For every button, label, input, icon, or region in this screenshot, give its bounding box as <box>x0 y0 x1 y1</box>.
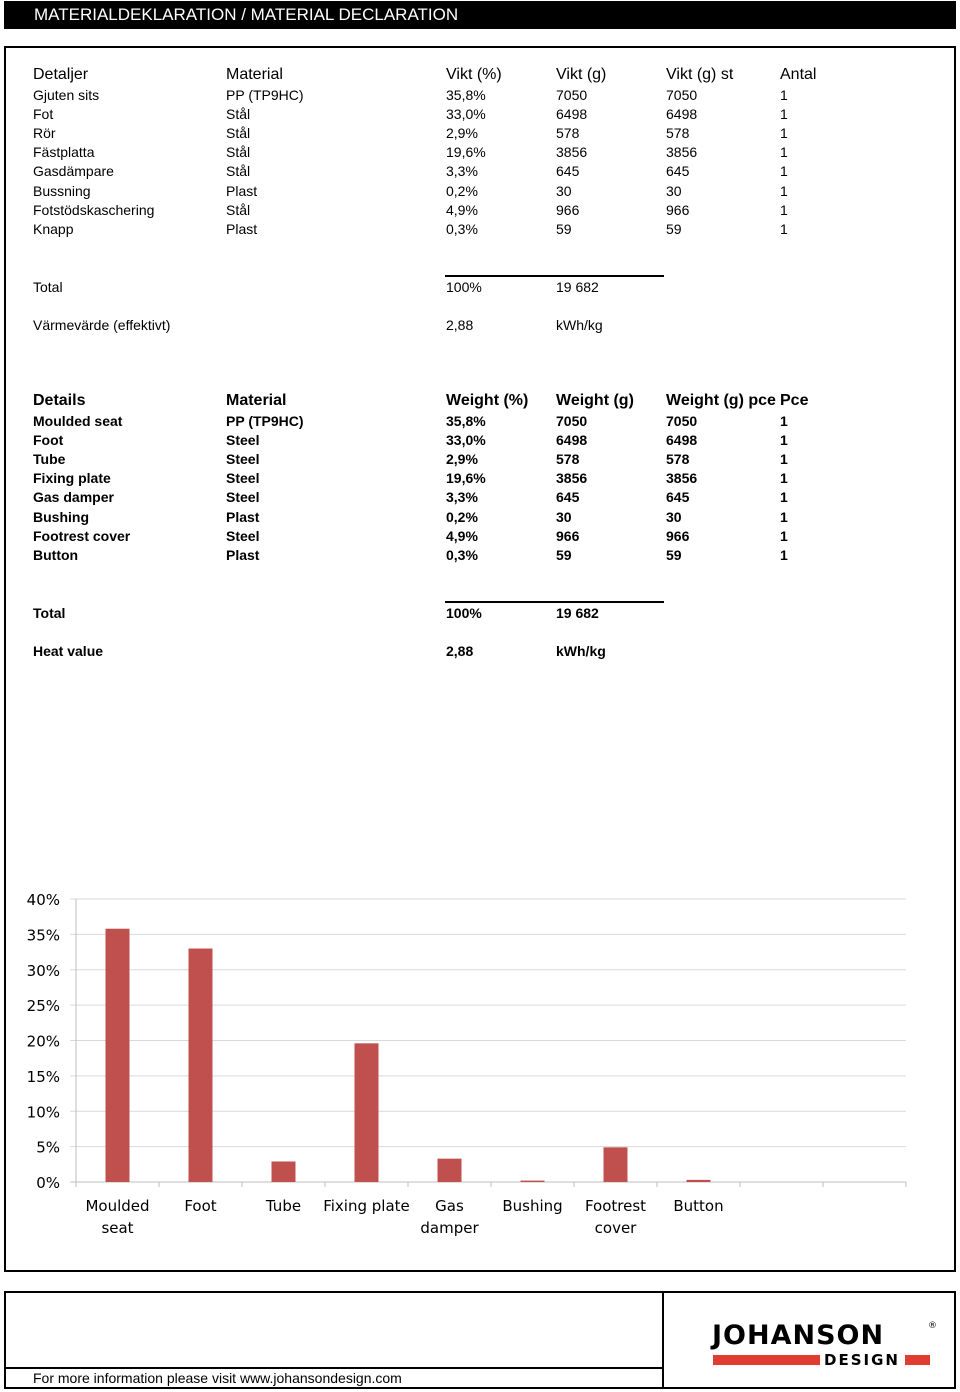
swedish-table-cell: 30 <box>666 182 682 199</box>
english-table-cell: 1 <box>780 432 788 449</box>
chart-y-tick-label: 40% <box>26 891 60 909</box>
chart-y-tick-label: 5% <box>36 1138 60 1157</box>
english-table-cell: Fixing plate <box>33 470 111 487</box>
brand-logo-design: DESIGN <box>824 1351 900 1369</box>
swedish-table-cell: Stål <box>226 163 251 180</box>
english-total-weight: 19 682 <box>556 605 599 621</box>
chart-y-tick-label: 25% <box>26 997 60 1016</box>
chart-y-tick-label: 10% <box>26 1103 60 1122</box>
english-heat-value: 2,88 <box>446 643 474 659</box>
english-table-cell: 1 <box>780 413 788 429</box>
english-table-cell: Steel <box>226 489 260 506</box>
swedish-table-cell: 6498 <box>666 106 698 123</box>
swedish-table-cell: 6498 <box>556 106 588 123</box>
chart-y-tick-label: 30% <box>26 961 60 980</box>
english-table-cell: 645 <box>666 489 690 506</box>
swedish-table-cell: Plast <box>226 182 258 199</box>
chart-bar <box>272 1161 296 1182</box>
chart-y-tick-label: 20% <box>26 1032 60 1051</box>
chart-bar <box>438 1159 462 1182</box>
english-table-cell: 1 <box>780 470 788 487</box>
english-heat-unit: kWh/kg <box>556 643 606 659</box>
english-table-cell: 1 <box>780 508 788 525</box>
english-table-cell: Steel <box>226 451 260 468</box>
chart-x-tick-label: Button <box>673 1197 724 1215</box>
swedish-table-cell: 1 <box>780 144 788 161</box>
chart-x-tick-label: damper <box>420 1219 479 1237</box>
swedish-column-header: Antal <box>780 66 817 83</box>
english-column-header: Material <box>226 392 287 409</box>
swedish-table-cell: 33,0% <box>446 106 486 123</box>
swedish-table-cell: Stål <box>226 201 251 218</box>
swedish-table-cell: Stål <box>226 125 251 142</box>
english-table-cell: Tube <box>33 451 66 468</box>
swedish-column-header: Vikt (g) st <box>666 66 734 83</box>
chart-y-tick-label: 0% <box>36 1174 60 1192</box>
swedish-table-cell: Stål <box>226 144 251 161</box>
chart-bar <box>604 1147 628 1182</box>
swedish-table-cell: 966 <box>556 201 580 218</box>
footer-info-text: For more information please visit www.johansondesign.com <box>33 1370 402 1386</box>
swedish-column-header: Detaljer <box>33 66 89 83</box>
english-table-cell: 966 <box>556 527 580 544</box>
chart-x-tick-label: Foot <box>184 1197 217 1215</box>
english-table-cell: 30 <box>556 508 572 525</box>
swedish-table-cell: Bussning <box>33 182 91 199</box>
chart-bar <box>355 1043 379 1182</box>
swedish-table-cell: Gasdämpare <box>33 163 114 180</box>
swedish-table-cell: 0,3% <box>446 220 478 237</box>
english-table-cell: 3,3% <box>446 489 478 506</box>
english-table-cell: 30 <box>666 508 682 525</box>
english-table-cell: 3856 <box>666 470 698 487</box>
english-table-cell: 645 <box>556 489 580 506</box>
swedish-table-cell: 645 <box>556 163 580 180</box>
english-column-header: Weight (g) <box>556 392 634 409</box>
english-table-cell: 1 <box>780 489 788 506</box>
swedish-table-cell: 4,9% <box>446 201 478 218</box>
swedish-table-cell: 1 <box>780 182 788 199</box>
swedish-column-header: Material <box>226 66 283 83</box>
chart-bar <box>106 929 130 1182</box>
swedish-total-label: Total <box>33 279 63 295</box>
english-table-cell: Steel <box>226 470 260 487</box>
english-table-cell: 4,9% <box>446 527 478 544</box>
english-table-cell: Gas damper <box>33 489 114 506</box>
english-table-cell: 6498 <box>666 432 698 449</box>
english-table-cell: Plast <box>226 546 260 563</box>
english-total-label: Total <box>33 605 66 621</box>
english-table-cell: 6498 <box>556 432 588 449</box>
english-column-header: Details <box>33 392 86 409</box>
swedish-total-weight: 19 682 <box>556 279 599 295</box>
swedish-table-cell: 578 <box>556 125 580 142</box>
english-table-cell: Plast <box>226 508 260 525</box>
english-table-cell: 19,6% <box>446 470 486 487</box>
english-total-percent: 100% <box>446 605 482 621</box>
brand-logo-bar-right <box>905 1355 930 1365</box>
swedish-total-percent: 100% <box>446 279 482 295</box>
swedish-table-cell: 1 <box>780 220 788 237</box>
chart-bar <box>521 1181 545 1182</box>
swedish-table-cell: 1 <box>780 201 788 218</box>
swedish-table-cell: 7050 <box>666 87 698 103</box>
english-table-cell: 0,3% <box>446 546 478 563</box>
swedish-heat-unit: kWh/kg <box>556 317 603 333</box>
chart-x-tick-label: Bushing <box>502 1197 563 1215</box>
swedish-table-cell: Gjuten sits <box>33 87 100 103</box>
swedish-table-cell: Fot <box>33 106 54 123</box>
swedish-table-cell: Plast <box>226 220 258 237</box>
english-table-cell: 1 <box>780 546 788 563</box>
swedish-table-cell: 3856 <box>556 144 588 161</box>
chart-x-tick-label: Gas <box>435 1197 464 1215</box>
english-table-cell: 1 <box>780 527 788 544</box>
chart-x-tick-label: Footrest <box>584 1197 647 1215</box>
english-table-cell: 59 <box>556 546 572 563</box>
chart-bar <box>189 949 213 1182</box>
english-table-cell: 1 <box>780 451 788 468</box>
english-table-cell: 578 <box>556 451 580 468</box>
english-table-cell: 33,0% <box>446 432 486 449</box>
english-table-cell: 7050 <box>556 413 588 429</box>
swedish-table-cell: 645 <box>666 163 690 180</box>
swedish-table-cell: 0,2% <box>446 182 478 199</box>
swedish-table-cell: 966 <box>666 201 690 218</box>
brand-logo-bar-left <box>713 1355 820 1365</box>
english-table-cell: 59 <box>666 546 682 563</box>
english-table-cell: 966 <box>666 527 690 544</box>
swedish-table-cell: 59 <box>556 220 572 237</box>
english-table-cell: PP (TP9HC) <box>226 413 304 429</box>
chart-x-tick-label: cover <box>594 1219 637 1237</box>
swedish-table-cell: 3,3% <box>446 163 478 180</box>
chart-x-tick-label: Moulded <box>85 1197 150 1215</box>
swedish-table-cell: 1 <box>780 87 788 103</box>
swedish-table-cell: 2,9% <box>446 125 478 142</box>
english-heat-label: Heat value <box>33 643 104 659</box>
swedish-table-cell: Knapp <box>33 220 74 237</box>
swedish-table-cell: 59 <box>666 220 682 237</box>
swedish-table-cell: Fästplatta <box>33 144 95 161</box>
brand-logo-name: JOHANSON <box>712 1320 885 1351</box>
english-column-header: Weight (%) <box>446 392 529 409</box>
brand-logo-registered: ® <box>928 1321 937 1331</box>
english-table-cell: Bushing <box>33 508 89 525</box>
swedish-table-cell: 30 <box>556 182 572 199</box>
english-table-cell: 578 <box>666 451 690 468</box>
english-table-cell: Steel <box>226 432 260 449</box>
swedish-table-cell: Stål <box>226 106 251 123</box>
swedish-table-cell: Fotstödskaschering <box>33 201 155 218</box>
swedish-table-cell: 7050 <box>556 87 588 103</box>
chart-x-tick-label: Tube <box>265 1197 302 1215</box>
english-table-cell: Moulded seat <box>33 413 123 429</box>
english-table-cell: 35,8% <box>446 413 486 429</box>
english-column-header: Weight (g) pce <box>666 392 776 409</box>
chart-x-tick-label: seat <box>101 1219 134 1237</box>
swedish-column-header: Vikt (g) <box>556 66 607 83</box>
swedish-table-cell: 1 <box>780 106 788 123</box>
english-table-cell: Steel <box>226 527 260 544</box>
english-table-cell: Button <box>33 546 79 563</box>
english-table-cell: Footrest cover <box>33 527 131 544</box>
english-table-cell: 0,2% <box>446 508 478 525</box>
swedish-table-cell: 1 <box>780 163 788 180</box>
swedish-table-cell: PP (TP9HC) <box>226 87 304 103</box>
chart-y-tick-label: 15% <box>26 1067 60 1086</box>
swedish-table-cell: 578 <box>666 125 690 142</box>
swedish-table-cell: 3856 <box>666 144 698 161</box>
english-table-cell: 2,9% <box>446 451 478 468</box>
swedish-column-header: Vikt (%) <box>446 66 502 83</box>
page-title: MATERIALDEKLARATION / MATERIAL DECLARATION <box>34 5 459 24</box>
chart-x-tick-label: Fixing plate <box>323 1197 410 1215</box>
swedish-heat-value: 2,88 <box>446 317 474 333</box>
chart-y-tick-label: 35% <box>26 926 60 945</box>
swedish-table-cell: 35,8% <box>446 87 486 103</box>
swedish-table-cell: 1 <box>780 125 788 142</box>
swedish-table-cell: 19,6% <box>446 144 486 161</box>
english-table-cell: 7050 <box>666 413 698 429</box>
english-column-header: Pce <box>780 392 809 409</box>
swedish-table-cell: Rör <box>33 125 56 142</box>
chart-bar <box>687 1180 711 1182</box>
swedish-heat-label: Värmevärde (effektivt) <box>33 317 171 333</box>
english-table-cell: 3856 <box>556 470 588 487</box>
english-table-cell: Foot <box>33 432 64 449</box>
